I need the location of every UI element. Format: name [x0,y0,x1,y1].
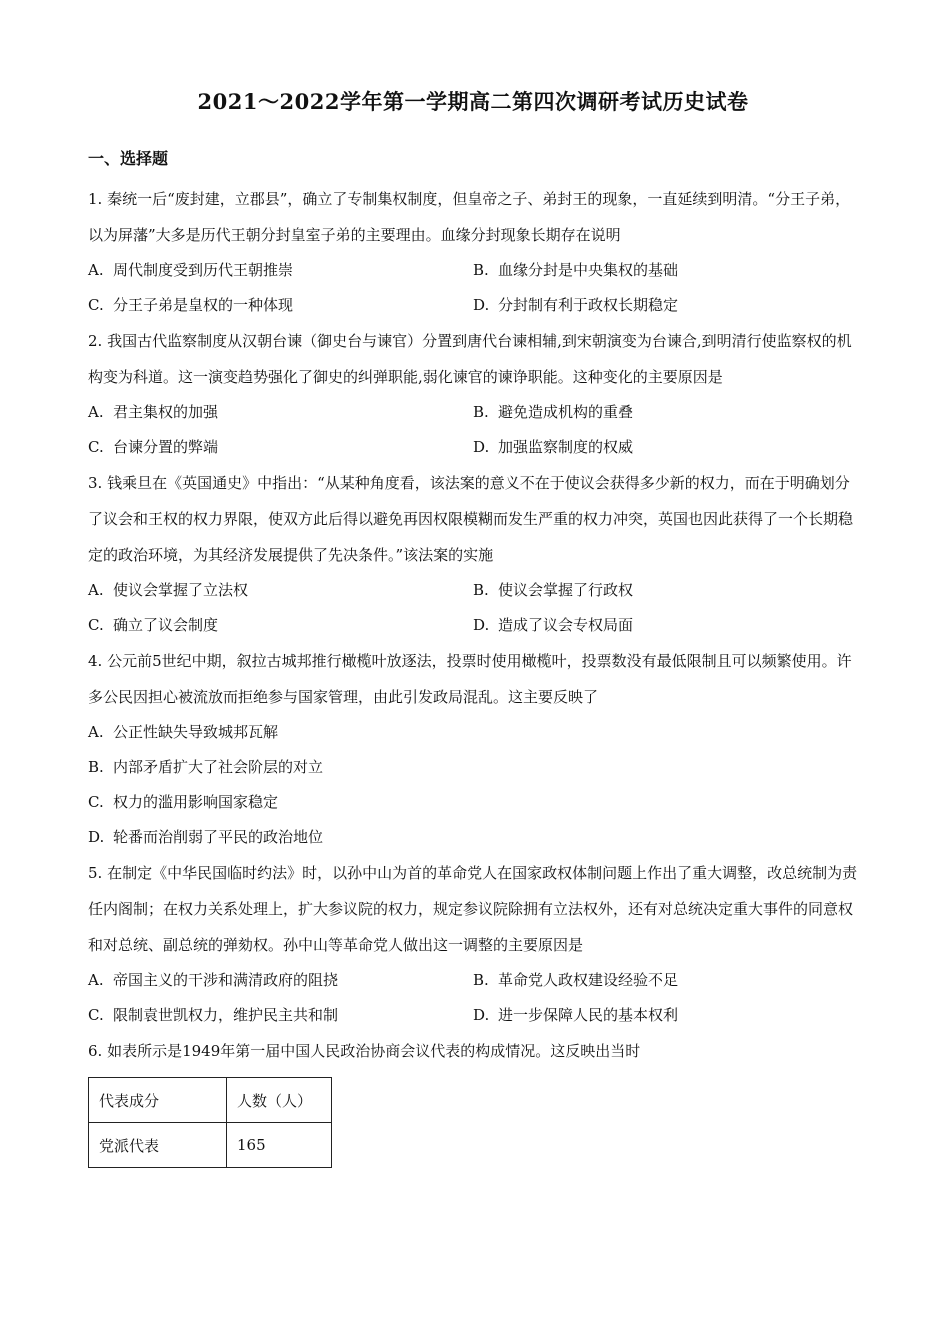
options [88,963,858,1033]
question-text: 4. 公元前5世纪中期，叙拉古城邦推行橄榄叶放逐法，投票时使用橄榄叶，投票数没有最低限制且可以频繁使用。许多公民因担心被流放而拒绝参与国家管理，由此引发政局混乱。这主要反映了 [88,652,852,706]
section-heading: 一、选择题 [88,149,169,168]
option-d: D. 加强监察制度的权威 [473,438,634,456]
option-d: D. 轮番而治削弱了平民的政治地位 [88,828,324,846]
table-header-row [89,1078,332,1123]
question-text: 2. 我国古代监察制度从汉朝台谏（御史台与谏官）分置到唐代台谏相辅,到宋朝演变为台谏合,到明清行使监察权的机构变为科道。这一演变趋势强化了御史的纠弹职能,弱化谏官的谏诤职能。这种变化的主要原因是 [88,332,852,386]
question-6 [88,1033,858,1168]
options [88,395,858,465]
options [88,715,858,855]
option-b: B. 使议会掌握了行政权 [473,581,634,599]
option-a: A. 使议会掌握了立法权 [88,581,249,599]
exam-title: 2021～2022学年第一学期高二第四次调研考试历史试卷 [197,89,749,114]
option-d: D. 分封制有利于政权长期稳定 [473,296,679,314]
option-b: B. 血缘分封是中央集权的基础 [473,261,679,279]
option-c: C. 台谏分置的弊端 [88,438,219,456]
question-text: 5. 在制定《中华民国临时约法》时，以孙中山为首的革命党人在国家政权体制问题上作出了重大调整，改总统制为责任内阁制；在权力关系处理上，扩大参议院的权力，规定参议院除拥有立法权外，还有对总统决定重大事件的同意权和对总统、副总统的弹劾权。孙中山等革命党人做出这一调整的主要原因是 [88,864,858,954]
representatives-table [88,1077,332,1168]
options [88,253,858,323]
question-3 [88,465,858,643]
option-a: A. 帝国主义的干涉和满清政府的阻挠 [88,971,339,989]
option-a: A. 周代制度受到历代王朝推崇 [88,261,294,279]
option-b: B. 内部矛盾扩大了社会阶层的对立 [88,758,324,776]
question-2 [88,323,858,465]
question-text: 3. 钱乘旦在《英国通史》中指出：“从某种角度看，该法案的意义不在于使议会获得多少新的权力，而在于明确划分了议会和王权的权力界限，使双方此后得以避免再因权限模糊而发生严重的权力冲突，英国也因此获得了一个长期稳定的政治环境，为其经济发展提供了先决条件。”该法案的实施 [88,474,854,564]
option-b: B. 避免造成机构的重叠 [473,403,634,421]
option-c: C. 限制袁世凯权力，维护民主共和制 [88,1006,339,1024]
option-b: B. 革命党人政权建设经验不足 [473,971,679,989]
table-cell: 165 [227,1123,332,1168]
option-d: D. 进一步保障人民的基本权利 [473,1006,679,1024]
option-d: D. 造成了议会专权局面 [473,616,634,634]
option-c: C. 分王子弟是皇权的一种体现 [88,296,294,314]
table-header-cell: 代表成分 [89,1078,227,1123]
question-4 [88,643,858,855]
question-1 [88,181,858,323]
option-a: A. 公正性缺失导致城邦瓦解 [88,723,279,741]
option-a: A. 君主集权的加强 [88,403,219,421]
option-c: C. 确立了议会制度 [88,616,219,634]
table-row [89,1123,332,1168]
table-cell: 党派代表 [89,1123,227,1168]
option-c: C. 权力的滥用影响国家稳定 [88,793,279,811]
options [88,573,858,643]
question-5 [88,855,858,1033]
question-text: 1. 秦统一后“废封建，立郡县”，确立了专制集权制度，但皇帝之子、弟封王的现象，一直延续到明清。“分王子弟，以为屏藩”大多是历代王朝分封皇室子弟的主要理由。血缘分封现象长期存在说明 [88,190,851,244]
question-text: 6. 如表所示是1949年第一届中国人民政治协商会议代表的构成情况。这反映出当时 [88,1042,641,1060]
table-header-cell: 人数（人） [227,1078,332,1123]
